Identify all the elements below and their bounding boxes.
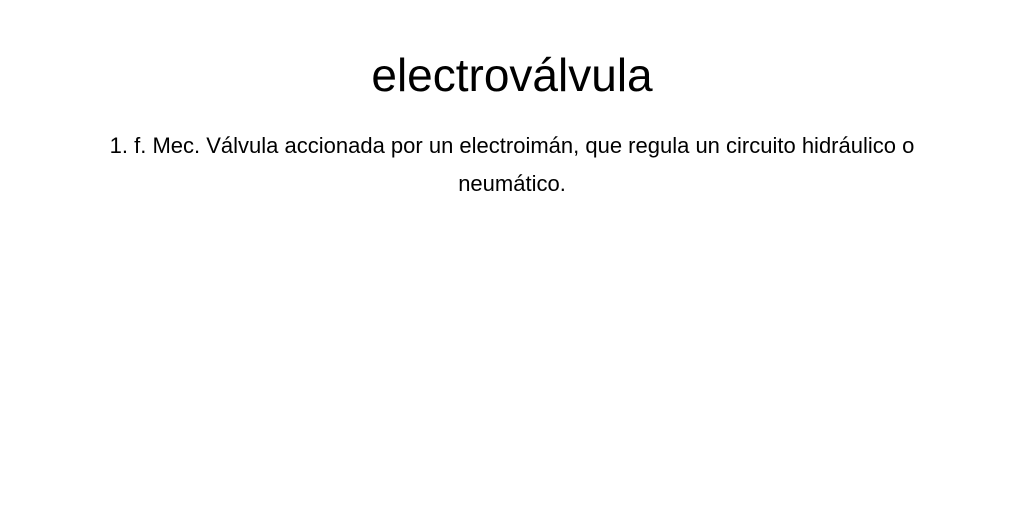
definition-text: 1. f. Mec. Válvula accionada por un electroimán, que regula un circuito hidráulico o neumático. xyxy=(109,133,915,196)
headword-title: electroválvula xyxy=(371,49,653,101)
